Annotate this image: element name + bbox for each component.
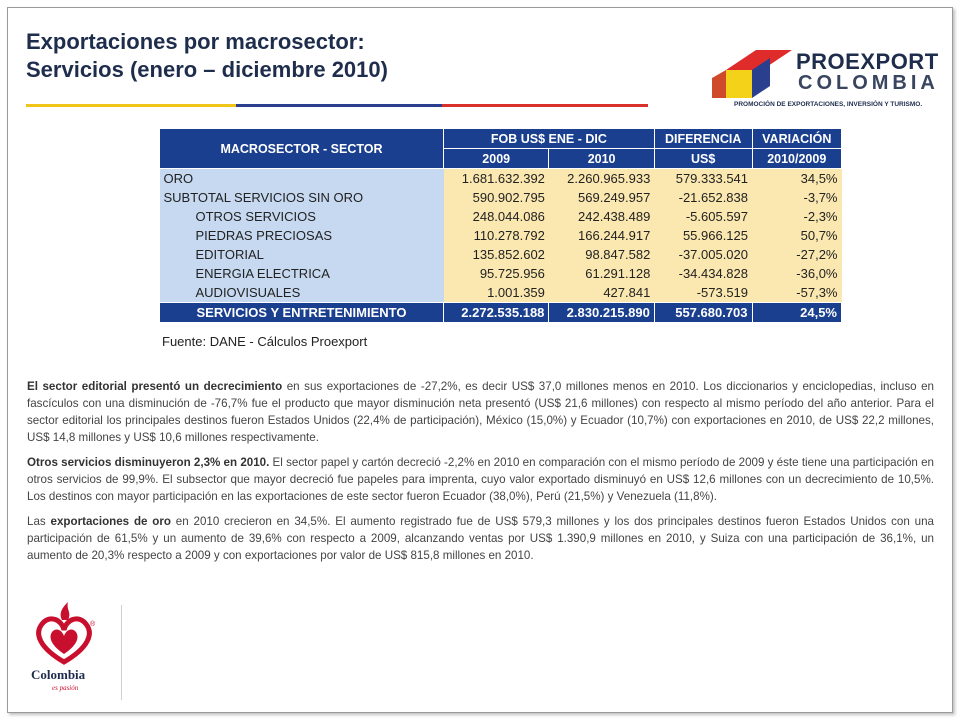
paragraph-lead: exportaciones de oro: [50, 515, 171, 528]
exports-table: [159, 128, 842, 323]
paragraph-lead: Otros servicios disminuyeron 2,3% en 2010.: [27, 456, 270, 469]
paragraph-oro: [27, 513, 934, 564]
header-year-2009: 2009: [444, 149, 549, 169]
table-row: [160, 226, 842, 245]
row-difference: -573.519: [654, 283, 752, 303]
row-difference: -21.652.838: [654, 188, 752, 207]
title-line-2: Servicios (enero – diciembre 2010): [26, 57, 388, 82]
title-underline: [26, 104, 648, 107]
total-value-2009: 2.272.535.188: [444, 303, 549, 323]
header-fob: FOB US$ ENE - DIC: [444, 129, 655, 149]
footer-divider: [121, 605, 122, 700]
paragraph-otros-servicios: [27, 454, 934, 505]
table-row: [160, 245, 842, 264]
paragraph-intro: Las: [27, 515, 51, 528]
row-value-2010: 2.260.965.933: [549, 169, 654, 189]
row-value-2009: 1.681.632.392: [444, 169, 549, 189]
table-row: [160, 283, 842, 303]
row-value-2010: 569.249.957: [549, 188, 654, 207]
row-variation: 50,7%: [752, 226, 841, 245]
row-value-2010: 427.841: [549, 283, 654, 303]
row-value-2010: 166.244.917: [549, 226, 654, 245]
row-variation: -36,0%: [752, 264, 841, 283]
row-variation: -57,3%: [752, 283, 841, 303]
country-slogan: es pasión: [52, 684, 79, 692]
header-difference: DIFERENCIA: [654, 129, 752, 149]
table-row: [160, 207, 842, 226]
row-difference: -37.005.020: [654, 245, 752, 264]
header-period: 2010/2009: [752, 149, 841, 169]
row-variation: -27,2%: [752, 245, 841, 264]
row-value-2010: 98.847.582: [549, 245, 654, 264]
row-label: ORO: [160, 169, 444, 189]
row-difference: 579.333.541: [654, 169, 752, 189]
header-sector: MACROSECTOR - SECTOR: [160, 129, 444, 169]
registered-mark: ®: [90, 621, 96, 628]
page-title: [26, 28, 388, 84]
row-variation: 34,5%: [752, 169, 841, 189]
paragraph-body: El sector papel y cartón decreció -2,2% en 2010 en comparación con el mismo período de 2009 y éste tiene una participación en otros servicios de 99,9%. El subsector que mayor decreció fue papeles para imprenta, cuyo valor exportado disminuyó en US$ 12,6 millones con un decrecimiento de 10,5%. Los destinos con mayor participación en las exportaciones de este sector fueron Ecuador (38,0%), Perú (21,5%) y Venezuela (11,8%).: [27, 456, 934, 503]
row-value-2009: 590.902.795: [444, 188, 549, 207]
row-value-2009: 95.725.956: [444, 264, 549, 283]
header-variation: VARIACIÓN: [752, 129, 841, 149]
proexport-logo: [712, 34, 939, 114]
row-value-2009: 248.044.086: [444, 207, 549, 226]
total-value-2010: 2.830.215.890: [549, 303, 654, 323]
total-variation: 24,5%: [752, 303, 841, 323]
row-value-2010: 242.438.489: [549, 207, 654, 226]
paragraph-lead: El sector editorial presentó un decrecimiento: [27, 380, 283, 393]
commentary: [27, 378, 934, 572]
row-value-2009: 135.852.602: [444, 245, 549, 264]
row-difference: 55.966.125: [654, 226, 752, 245]
logo-brand-line-2: COLOMBIA: [798, 72, 939, 94]
total-label: SERVICIOS Y ENTRETENIMIENTO: [160, 303, 444, 323]
row-label: AUDIOVISUALES: [160, 283, 444, 303]
header-usd: US$: [654, 149, 752, 169]
row-value-2010: 61.291.128: [549, 264, 654, 283]
logo-brand-line-1: PROEXPORT: [796, 49, 939, 74]
row-value-2009: 110.278.792: [444, 226, 549, 245]
row-label: SUBTOTAL SERVICIOS SIN ORO: [160, 188, 444, 207]
row-label: OTROS SERVICIOS: [160, 207, 444, 226]
proexport-emblem-icon: [712, 40, 792, 100]
paragraph-body: en sus exportaciones de -27,2%, es decir US$ 37,0 millones menos en 2010. Los diccionarios y enciclopedias, incluso en fascículos con una disminución de -76,7% fue el producto que mayor disminución neta presentó (US$ 21,6 millones) con respecto al mismo período del año anterior. Para el sector editorial los principales destinos fueron Estados Unidos (22,4% de participación), México (15,0%) y Ecuador (10,7%) con exportaciones en 2010, de US$ 22,2 millones, US$ 14,8 millones y US$ 10,6 millones respectivamente.: [27, 380, 934, 444]
title-line-1: Exportaciones por macrosector:: [26, 29, 365, 54]
row-difference: -34.434.828: [654, 264, 752, 283]
row-label: ENERGIA ELECTRICA: [160, 264, 444, 283]
colombia-es-pasion-logo: [20, 600, 110, 700]
logo-tagline: PROMOCIÓN DE EXPORTACIONES, INVERSIÓN Y TURISMO.: [734, 101, 923, 108]
row-difference: -5.605.597: [654, 207, 752, 226]
table-row: [160, 264, 842, 283]
paragraph-editorial: [27, 378, 934, 446]
total-row: [160, 303, 842, 323]
row-label: PIEDRAS PRECIOSAS: [160, 226, 444, 245]
table-source: Fuente: DANE - Cálculos Proexport: [162, 334, 368, 349]
country-name: Colombia: [31, 667, 86, 682]
row-value-2009: 1.001.359: [444, 283, 549, 303]
row-label: EDITORIAL: [160, 245, 444, 264]
table-row: [160, 169, 842, 189]
header-year-2010: 2010: [549, 149, 654, 169]
paragraph-body: en 2010 crecieron en 34,5%. El aumento registrado fue de US$ 579,3 millones y los dos principales destinos fueron Estados Unidos con una participación de 61,5% y un aumento de 39,6% con respecto a 2009, alcanzando ventas por US$ 1.390,9 millones en 2010, y Suiza con una participación de 36,1%, un aumento de 20,3% respecto a 2009 y con exportaciones por valor de US$ 815,8 millones en 2010.: [27, 515, 934, 562]
heart-flame-icon: [20, 600, 110, 700]
row-variation: -3,7%: [752, 188, 841, 207]
total-difference: 557.680.703: [654, 303, 752, 323]
row-variation: -2,3%: [752, 207, 841, 226]
table-row: [160, 188, 842, 207]
